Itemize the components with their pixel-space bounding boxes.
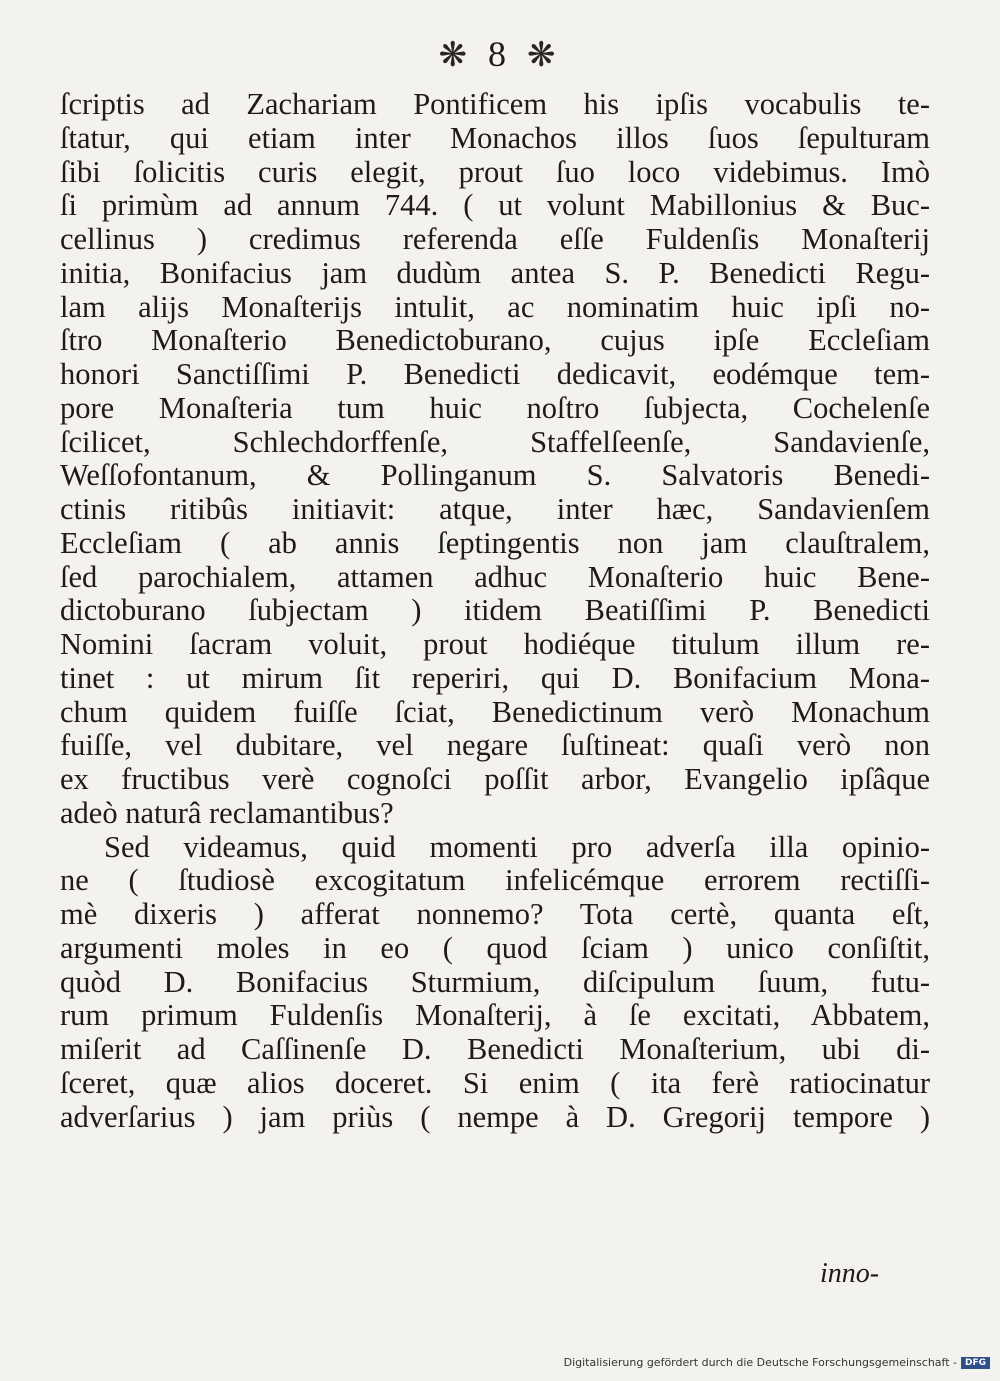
page-header <box>0 32 1000 78</box>
text-line: ctinis ritibûs initiavit: atque, inter hæc, Sandavienſem <box>60 492 930 526</box>
text-line: miſerit ad Caſſinenſe D. Benedicti Monaſterium, ubi di- <box>60 1032 930 1066</box>
text-line: ſibi ſolicitis curis elegit, prout ſuo loco videbimus. Imò <box>60 154 930 189</box>
text-line: ſtatur, qui etiam inter Monachos illos ſuos ſepulturam <box>60 120 930 155</box>
text-line: ſed parochialem, attamen adhuc Monaſterio huic Bene- <box>60 559 930 594</box>
text-line: ne ( ſtudiosè excogitatum infelicémque errorem rectiſſi- <box>60 863 930 898</box>
ornament-right-icon: ❋ <box>527 37 562 74</box>
text-line: chum quidem fuiſſe ſciat, Benedictinum verò Monachum <box>60 694 930 729</box>
text-line: Eccleſiam ( ab annis ſeptingentis non jam clauſtralem, <box>60 525 930 560</box>
text-line: Nomini ſacram voluit, prout hodiéque titulum illum re- <box>60 627 930 661</box>
text-line: pore Monaſteria tum huic noſtro ſubjecta, Cochelenſe <box>60 390 930 425</box>
credit-text: Digitalisierung gefördert durch die Deutsche Forschungsgemeinschaft - <box>563 1356 957 1369</box>
text-line: lam alijs Monaſterijs intulit, ac nominatim huic ipſi no- <box>60 289 930 324</box>
dfg-logo-icon: DFG <box>961 1357 990 1369</box>
text-line: rum primum Fuldenſis Monaſterij, à ſe excitati, Abbatem, <box>60 998 930 1033</box>
text-line: ſceret, quæ alios doceret. Si enim ( ita ferè ratiocinatur <box>60 1065 930 1100</box>
text-line: ex fructibus verè cognoſci poſſit arbor, Evangelio ipſâque <box>60 762 930 796</box>
text-line: ſcriptis ad Zachariam Pontificem his ipſis vocabulis te- <box>60 87 930 121</box>
text-line: dictoburano ſubjectam ) itidem Beatiſſimi P. Benedicti <box>60 593 930 628</box>
text-line: ſcilicet, Schlechdorffenſe, Staffelſeenſe, Sandavienſe, <box>60 424 930 459</box>
text-line: ſi primùm ad annum 744. ( ut volunt Mabillonius & Buc- <box>60 188 930 223</box>
text-line: fuiſſe, vel dubitare, vel negare ſuſtineat: quaſi verò non <box>60 728 930 763</box>
text-line: quòd D. Bonifacius Sturmium, diſcipulum ſuum, futu- <box>60 964 930 999</box>
text-line: mè dixeris ) afferat nonnemo? Tota certè, quanta eſt, <box>60 897 930 931</box>
text-line: honori Sanctiſſimi P. Benedicti dedicavit, eodémque tem- <box>60 357 930 391</box>
text-line: Weſſofontanum, & Pollinganum S. Salvatoris Benedi- <box>60 458 930 493</box>
text-line: tinet : ut mirum ſit reperiri, qui D. Bonifacium Mona- <box>60 660 930 695</box>
ornament-left-icon: ❋ <box>438 37 473 74</box>
text-line: adverſarius ) jam priùs ( nempe à D. Gregorij tempore ) <box>60 1099 930 1134</box>
footer-credit <box>564 1356 990 1369</box>
text-line: Sed videamus, quid momenti pro adverſa illa opinio- <box>104 829 930 864</box>
body-text <box>60 88 930 1134</box>
text-line: adeò naturâ reclamantibus? <box>60 795 394 830</box>
text-line: initia, Bonifacius jam dudùm antea S. P. Benedicti Regu- <box>60 255 930 290</box>
catchword: inno- <box>820 1258 880 1289</box>
page-number: 8 <box>488 34 512 74</box>
text-line: ſtro Monaſterio Benedictoburano, cujus ipſe Eccleſiam <box>60 323 930 358</box>
text-line: cellinus ) credimus referenda eſſe Fuldenſis Monaſterij <box>60 222 930 256</box>
text-line: argumenti moles in eo ( quod ſciam ) unico conſiſtit, <box>60 930 930 965</box>
